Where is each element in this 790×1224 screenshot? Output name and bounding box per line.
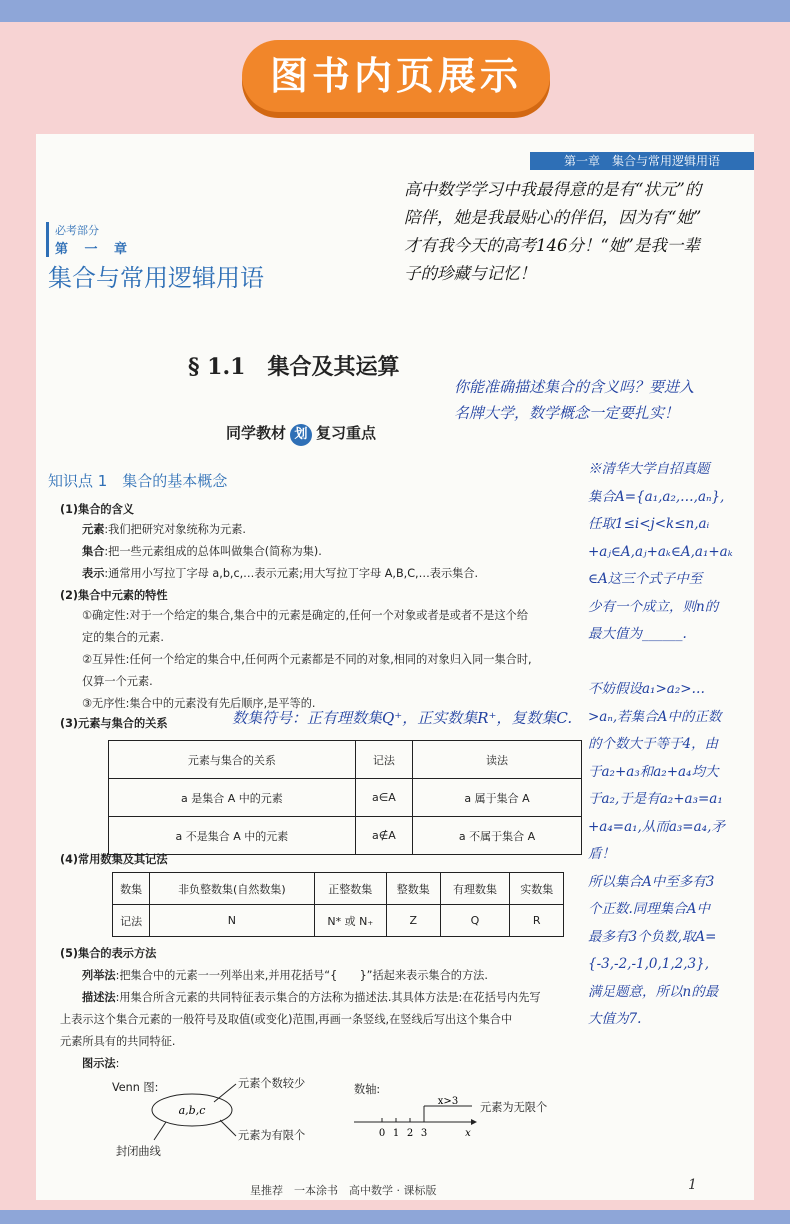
line-element: 元素:我们把研究对象统称为元素. — [82, 523, 246, 536]
subheading-5: (5)集合的表示方法 — [60, 947, 157, 960]
study-heading: 同学教材 划 复习重点 — [226, 422, 376, 446]
venn-note-few: 元素个数较少 — [238, 1077, 306, 1090]
table-row: a 是集合 A 中的元素 a∈A a 属于集合 A — [109, 779, 582, 817]
venn-arrow-few — [214, 1084, 236, 1102]
line-distinctness-cont: 仅算一个元素. — [82, 675, 153, 688]
handwritten-note-top: 高中数学学习中我最得意的是有“状元”的 陪伴，她是我最贴心的伴侣，因为有“她” 才有我今天的高考146分！“她”是我一辈 子的珍藏与记忆！ — [404, 180, 702, 283]
subheading-2: (2)集合中元素的特性 — [60, 589, 168, 602]
page-number: 1 — [688, 1177, 697, 1193]
line-unordered: ③无序性:集合中的元素没有先后顺序,是平等的. — [82, 697, 316, 710]
table-row: 记法 N N* 或 N₊ Z Q R — [113, 905, 564, 937]
book-page — [36, 134, 754, 1200]
axis-cond-label: x>3 — [437, 1096, 459, 1107]
handwritten-number-sets: 数集符号：正有理数集Q⁺，正实数集R⁺，复数集C. — [232, 709, 573, 727]
subheading-4: (4)常用数集及其记法 — [60, 853, 168, 866]
line-roster: 列举法:把集合中的元素一一列举出来,并用花括号“{ }”括起来表示集合的方法. — [82, 969, 488, 982]
knowledge-point-title: 知识点 1 集合的基本概念 — [48, 472, 228, 490]
table-header-row: 数集 非负整数集(自然数集) 正整数集 整数集 有理数集 实数集 — [113, 873, 564, 905]
line-determinacy-cont: 定的集合的元素. — [82, 631, 164, 644]
line-diagram: 图示法: — [82, 1057, 120, 1070]
axis-note: 元素为无限个 — [480, 1101, 548, 1114]
subheading-3: (3)元素与集合的关系 — [60, 717, 168, 730]
venn-arrow-finite — [220, 1120, 236, 1136]
line-notation: 表示:通常用小写拉丁字母 a,b,c,…表示元素;用大写拉丁字母 A,B,C,…表示集合. — [82, 567, 479, 580]
subheading-1: (1)集合的含义 — [60, 503, 134, 516]
banner-title: 图书内页展示 — [242, 40, 550, 112]
line-description-cont: 上表示这个集合元素的一般符号及取值(或变化)范围,再画一条竖线,在竖线后写出这个集合中 — [60, 1013, 513, 1026]
table-row: a 不是集合 A 中的元素 a∉A a 不属于集合 A — [109, 817, 582, 855]
venn-note-finite: 元素为有限个 — [238, 1129, 306, 1142]
top-band — [0, 0, 790, 22]
axis-tick-label: 1 — [392, 1128, 400, 1139]
venn-inner-label: a,b,c — [178, 1104, 206, 1117]
number-sets-table — [112, 872, 564, 937]
line-set: 集合:把一些元素组成的总体叫做集合(简称为集). — [82, 545, 322, 558]
study-circle-badge: 划 — [290, 424, 312, 446]
venn-note-closed: 封闭曲线 — [116, 1145, 161, 1158]
bottom-band — [0, 1210, 790, 1224]
handwritten-solution: ※清华大学自招真题 集合A={a₁,a₂,…,aₙ}, 任取1≤i<j<k≤n,aᵢ +aⱼ∈A,aⱼ+aₖ∈A,a₁+aₖ ∈A这三个式子中至 少有一个成立，则n的 最大值为______. 不妨假设a₁>a₂>… >aₙ,若集合A中的正数 的个数大于等于4，由 于a₂+a₃和a₂+a₄均大 于a₂,于是有a₂+a₃=a₁ +a₄=a₁,从而a₃=a₄,矛 盾！ 所以集合A中至多有3 个正数.同理集合A中 最多有3个负数,取A= {-3,-2,-1,0,1,2,3}, 满足题意，所以n的最 大值为7. — [588, 461, 733, 1027]
section-title: § 1.1 集合及其运算 — [188, 354, 400, 380]
line-determinacy: ①确定性:对于一个给定的集合,集合中的元素是确定的,任何一个对象或者是或者不是这个给 — [82, 609, 529, 622]
chapter-tag: 必考部分 第 一 章 — [46, 222, 133, 257]
venn-diagram — [136, 1080, 336, 1152]
table-header-row: 元素与集合的关系 记法 读法 — [109, 741, 582, 779]
venn-arrow-closed — [154, 1122, 166, 1140]
venn-label: Venn 图: — [112, 1081, 159, 1094]
axis-tick-label: 2 — [406, 1128, 414, 1139]
number-axis — [352, 1096, 492, 1146]
page-footer: 星推荐 一本涂书 高中数学 · 课标版 — [250, 1184, 437, 1197]
chapter-title: 集合与常用逻辑用语 — [48, 264, 264, 292]
line-distinctness: ②互异性:任何一个给定的集合中,任何两个元素都是不同的对象,相同的对象归入同一集合时, — [82, 653, 532, 666]
axis-label: 数轴: — [354, 1083, 381, 1096]
axis-tick-label: 0 — [378, 1128, 386, 1139]
running-head: 第一章 集合与常用逻辑用语 — [530, 152, 754, 170]
axis-tick-label: 3 — [420, 1128, 428, 1139]
handwritten-note-mid: 你能准确描述集合的含义吗？要进入 名牌大学，数学概念一定要扎实！ — [454, 378, 695, 422]
line-description: 描述法:用集合所含元素的共同特征表示集合的方法称为描述法.其具体方法是:在花括号内先写 — [82, 991, 541, 1004]
line-description-cont2: 元素所具有的共同特征. — [60, 1035, 176, 1048]
relation-table — [108, 740, 582, 855]
axis-var-label: x — [465, 1128, 471, 1139]
